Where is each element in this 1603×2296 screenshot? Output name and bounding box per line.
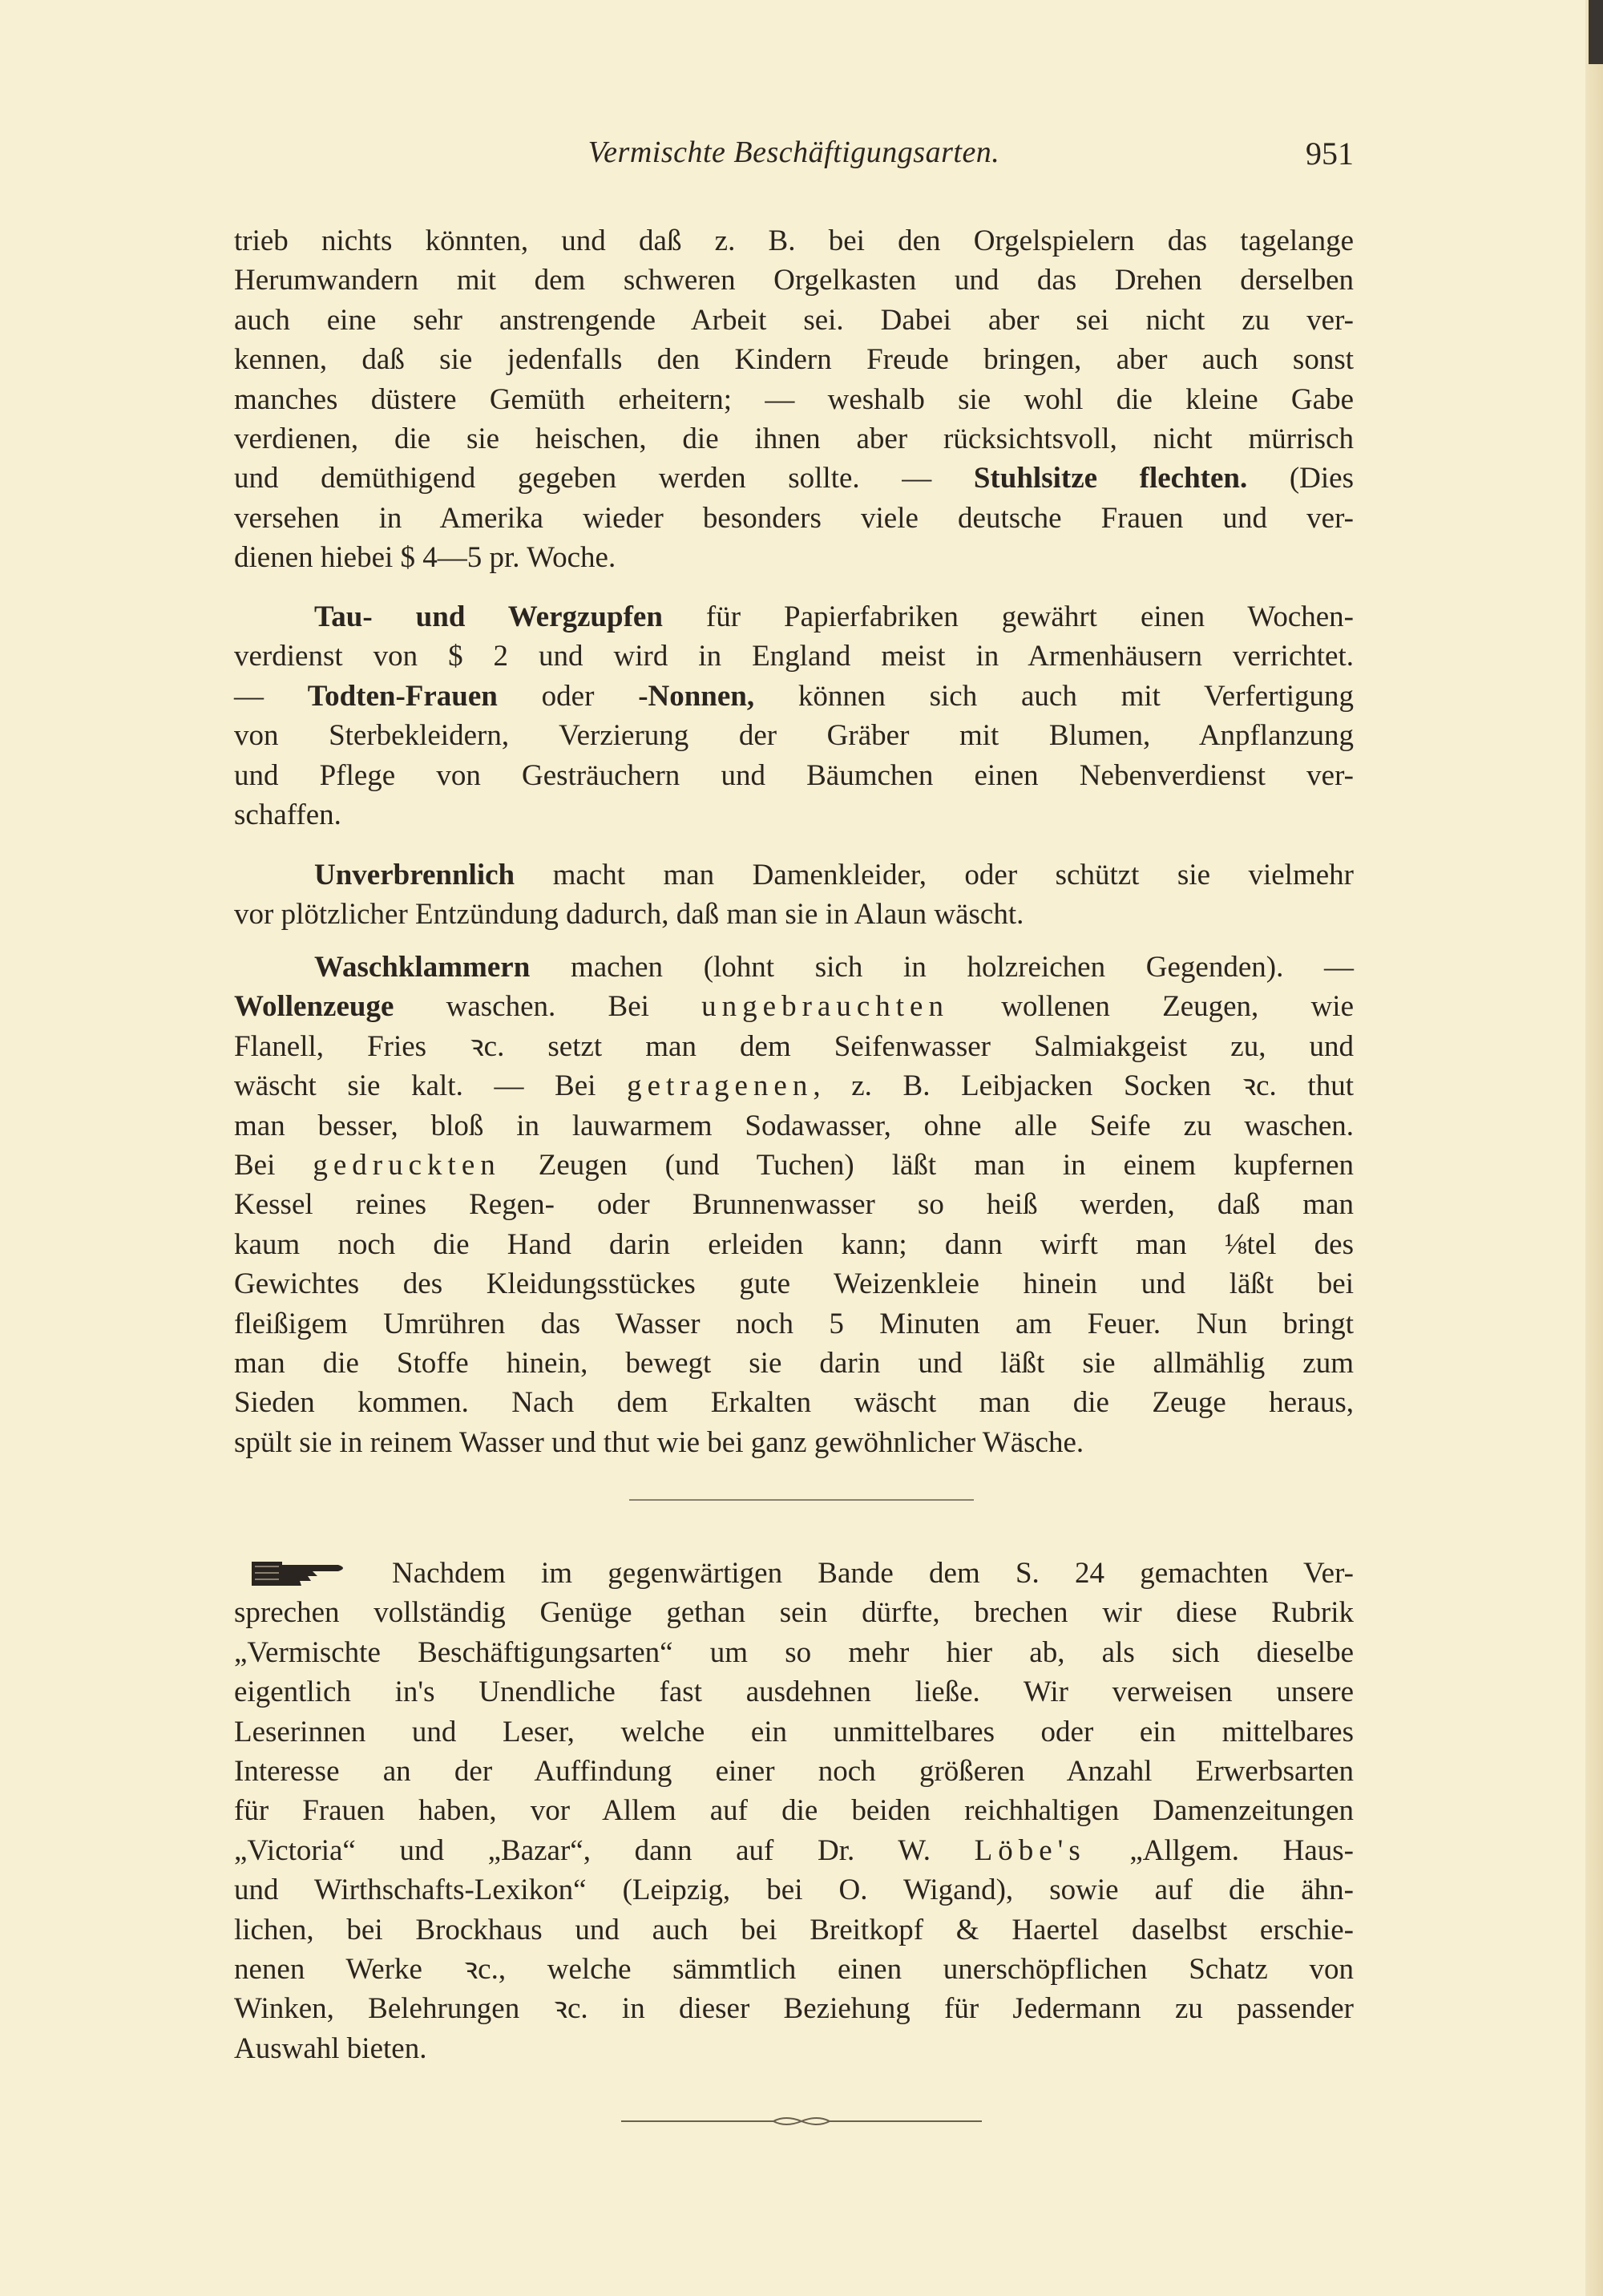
text-run: Interesse an der Auffindung einer noch größeren Anzahl Erwerbsarten [234, 1754, 1354, 1788]
text-run: nenen Werke ꝛc., welche sämmtlich einen unerschöpflichen Schatz von [234, 1952, 1354, 1986]
text-run: Sieden kommen. Nach dem Erkalten wäscht man die Zeuge heraus, [234, 1386, 1354, 1420]
text-run: Flanell, Fries ꝛc. setzt man dem Seifenwasser Salmiakgeist zu, und [234, 1029, 1354, 1063]
text-line [234, 637, 1354, 676]
text-run: wollenen Zeugen, wie [948, 990, 1354, 1024]
bold-term: Tau- und Wergzupfen [314, 600, 663, 633]
text-line [234, 1264, 1354, 1304]
text-run: Bei [234, 1148, 313, 1182]
text-line [234, 677, 1354, 716]
page-number: 951 [1306, 135, 1354, 172]
text-run: für Frauen haben, vor Allem auf die beiden reichhaltigen Damenzeitungen [234, 1794, 1354, 1828]
running-title: Vermischte Beschäftigungsarten. [587, 135, 1000, 169]
page-edge [1585, 0, 1603, 2296]
text-run: „Allgem. Haus- [1085, 1833, 1354, 1867]
text-run: Herumwandern mit dem schweren Orgelkasten und das Drehen derselben [234, 264, 1354, 297]
paragraph-wergzupfen [234, 597, 1354, 835]
text-run: verdienst von $ 2 und wird in England meist in Armenhäusern verrichtet. [234, 640, 1354, 673]
text-run: versehen in Amerika wieder besonders viele deutsche Frauen und ver- [234, 501, 1354, 535]
page-header [234, 135, 1354, 175]
text-line [234, 597, 1354, 637]
text-line [234, 1950, 1354, 1989]
text-line [234, 1831, 1354, 1870]
text-run: für Papierfabriken gewährt einen Wochen- [662, 600, 1355, 633]
text-line [234, 301, 1354, 340]
text-run: Kessel reines Regen- oder Brunnenwasser so heiß werden, daß man [234, 1188, 1354, 1222]
bold-term: Stuhlsitze flechten. [973, 462, 1248, 495]
text-line [234, 1146, 1354, 1185]
text-line [234, 459, 1354, 498]
text-run: schaffen. [234, 798, 341, 831]
text-line [234, 987, 1354, 1026]
text-run: verdienen, die sie heischen, die ihnen aber rücksichtsvoll, nicht mürrisch [234, 422, 1354, 455]
text-line [234, 1066, 1354, 1106]
paragraph-waschklammern [234, 948, 1354, 1462]
text-run: Zeugen (und Tuchen) läßt man in einem kupfernen [500, 1148, 1355, 1182]
text-run: (Dies [1247, 462, 1354, 495]
text-line [234, 261, 1354, 300]
text-line [234, 1027, 1354, 1066]
text-run: kaum noch die Hand darin erleiden kann; dann wirft man ⅛tel des [234, 1227, 1354, 1261]
text-run: lichen, bei Brockhaus und auch bei Breitkopf & Haertel daselbst erschie- [234, 1913, 1354, 1946]
text-line [234, 895, 1354, 934]
text-line [234, 380, 1354, 419]
text-line [234, 1870, 1354, 1910]
text-run: von Sterbekleidern, Verzierung der Gräber mit Blumen, Anpflanzung [234, 719, 1354, 753]
spaced-emphasis: gedruckten [313, 1148, 501, 1182]
text-run: macht man Damenkleider, oder schützt sie vielmehr [515, 859, 1354, 891]
text-run: oder [497, 679, 639, 713]
bold-term: Todten-Frauen [307, 679, 498, 713]
text-run: kennen, daß sie jedenfalls den Kindern Freude bringen, aber auch sonst [234, 343, 1354, 377]
text-run: manches düstere Gemüth erheitern; — weshalb sie wohl die kleine Gabe [234, 382, 1354, 416]
bold-term: Unverbrennlich [314, 859, 515, 891]
text-run: man die Stoffe hinein, bewegt sie darin und läßt sie allmählig zum [234, 1346, 1354, 1380]
section-separator-rule [629, 1499, 974, 1501]
text-run: Auswahl bieten. [234, 2031, 427, 2065]
text-line [234, 1752, 1354, 1791]
text-run: — [234, 679, 308, 713]
text-line [234, 855, 1354, 895]
text-run: sprechen vollständig Genüge gethan sein dürfte, brechen wir diese Rubrik [234, 1596, 1354, 1630]
text-run: machen (lohnt sich in holzreichen Gegenden). — [530, 951, 1354, 984]
text-line [234, 756, 1354, 795]
text-line [234, 340, 1354, 379]
text-run: wäscht sie kalt. — Bei [234, 1069, 628, 1103]
bold-term: -Nonnen, [638, 679, 755, 713]
text-run: trieb nichts könnten, und daß z. B. bei den Orgelspielern das tagelange [234, 224, 1354, 257]
paragraph-unverbrennlich [234, 855, 1354, 935]
text-run: und demüthigend gegeben werden sollte. — [234, 462, 974, 495]
text-line [234, 538, 1354, 577]
text-run: Winken, Belehrungen ꝛc. in dieser Beziehung für Jedermann zu passender [234, 1992, 1354, 2026]
text-line [234, 1225, 1354, 1264]
text-line [234, 1633, 1354, 1672]
spaced-emphasis: ungebrauchten [701, 990, 949, 1024]
text-run: fleißigem Umrühren das Wasser noch 5 Minuten am Feuer. Nun bringt [234, 1307, 1354, 1340]
text-line [234, 795, 1354, 835]
text-line [234, 1672, 1354, 1712]
text-run: vor plötzlicher Entzündung dadurch, daß man sie in Alaun wäscht. [234, 898, 1024, 932]
text-run: spült sie in reinem Wasser und thut wie bei ganz gewöhnlicher Wäsche. [234, 1425, 1084, 1459]
text-line [234, 2029, 1354, 2068]
text-line [234, 1304, 1354, 1344]
bold-term: Waschklammern [314, 951, 531, 984]
text-line [234, 499, 1354, 538]
spaced-emphasis: getragenen [627, 1069, 814, 1103]
scan-corner-shadow [1589, 0, 1603, 64]
end-ornament-rule [621, 2113, 982, 2129]
text-line [234, 716, 1354, 755]
text-line [234, 1791, 1354, 1830]
text-line [234, 1106, 1354, 1146]
text-line [234, 1185, 1354, 1224]
paragraph-notice [234, 1554, 1354, 2068]
text-line [234, 1554, 1354, 1593]
text-line [234, 1712, 1354, 1752]
text-run: waschen. Bei [394, 990, 702, 1024]
text-line [234, 1383, 1354, 1422]
text-run: können sich auch mit Verfertigung [754, 679, 1355, 713]
text-run: man besser, bloß in lauwarmem Sodawasser, ohne alle Seife zu waschen. [234, 1109, 1354, 1142]
text-run: und Wirthschafts-Lexikon“ (Leipzig, bei O. Wigand), sowie auf die ähn- [234, 1874, 1354, 1907]
text-run: und Pflege von Gesträuchern und Bäumchen einen Nebenverdienst ver- [234, 758, 1354, 792]
text-line [234, 1423, 1354, 1462]
text-line [234, 419, 1354, 459]
paragraph-orgelspieler [234, 221, 1354, 578]
text-line [234, 1344, 1354, 1383]
text-line [234, 948, 1354, 987]
bold-term: Wollenzeuge [234, 990, 394, 1024]
text-run: Leserinnen und Leser, welche ein unmittelbares oder ein mittelbares [234, 1715, 1354, 1748]
text-run: eigentlich in's Unendliche fast ausdehnen ließe. Wir verweisen unsere [234, 1676, 1354, 1709]
text-run: Nachdem im gegenwärtigen Bande dem S. 24 gemachten Ver- [392, 1557, 1354, 1590]
text-line [234, 1593, 1354, 1632]
text-run: „Vermischte Beschäftigungsarten“ um so mehr hier ab, als sich dieselbe [234, 1635, 1354, 1669]
text-run: , z. B. Leibjacken Socken ꝛc. thut [813, 1069, 1354, 1103]
spaced-emphasis: Löbe's [974, 1833, 1086, 1867]
text-run: auch eine sehr anstrengende Arbeit sei. Dabei aber sei nicht zu ver- [234, 303, 1354, 337]
text-run: Gewichtes des Kleidungsstückes gute Weizenkleie hinein und läßt bei [234, 1267, 1354, 1301]
text-run: dienen hiebei $ 4—5 pr. Woche. [234, 541, 616, 575]
text-line [234, 1989, 1354, 2028]
text-run: „Victoria“ und „Bazar“, dann auf Dr. W. [234, 1833, 975, 1867]
text-line [234, 221, 1354, 261]
text-line [234, 1910, 1354, 1950]
